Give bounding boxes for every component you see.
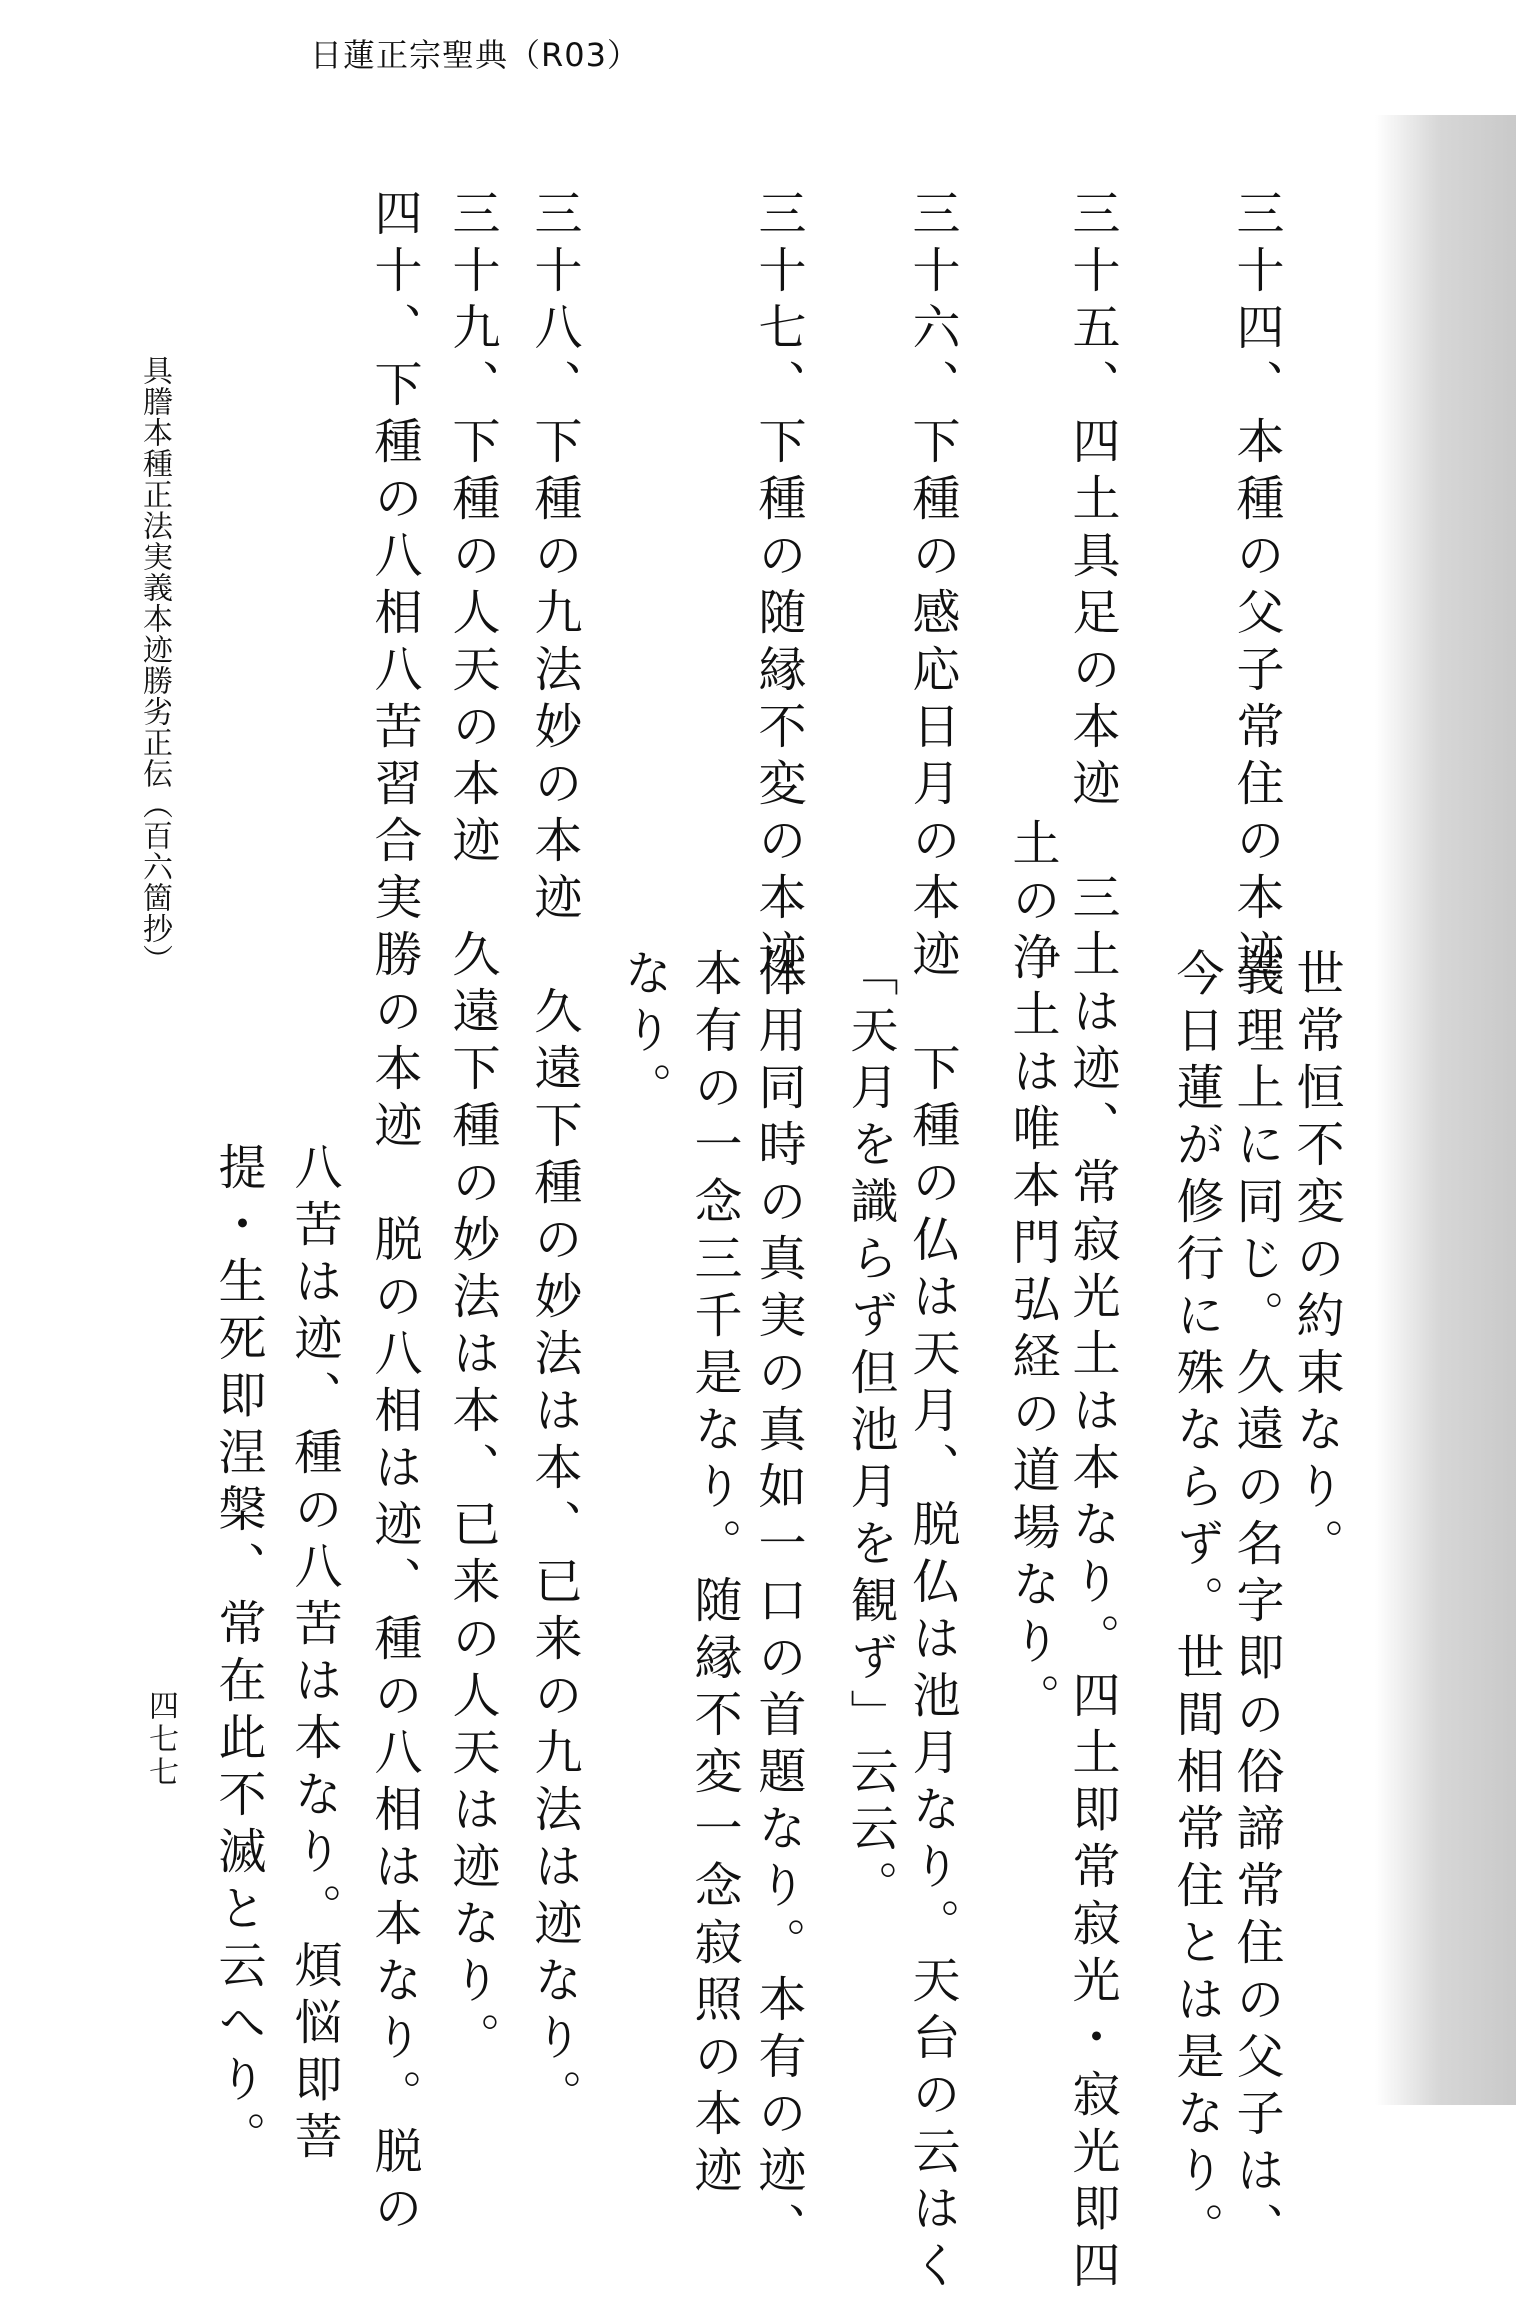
page-number: 四七七	[143, 1690, 178, 1789]
scan-edge-shading	[1375, 115, 1516, 2105]
text-line: 今日蓮が修行に殊ならず。世間相常住とは是なり。	[1168, 948, 1224, 2259]
text-line: 提・生死即涅槃、常在此不滅と云へり。	[210, 1142, 266, 2168]
heading-34: 三十四、本種の父子常住の本迹	[1228, 188, 1284, 986]
heading-38: 三十八、下種の九法妙の本迹 久遠下種の妙法は本、已来の九法は迹なり。	[526, 188, 582, 2126]
text-line: 世常恒不変の約束なり。	[1288, 948, 1344, 1575]
text-line: 「天月を識らず但池月を観ず」云云。	[842, 948, 898, 1917]
text-line: 本有の一念三千是なり。随縁不変一念寂照の本迹	[686, 948, 742, 2202]
heading-36: 三十六、下種の感応日月の本迹 下種の仏は天月、脱仏は池月なり。天台の云はく	[904, 188, 960, 2297]
book-title: 具謄本種正法実義本迹勝劣正伝（百六箇抄）	[137, 355, 172, 975]
heading-40: 四十、下種の八相八苦習合実勝の本迹 脱の八相は迹、種の八相は本なり。脱の	[366, 188, 422, 2240]
text-line: なり。	[616, 948, 672, 1119]
heading-37: 三十七、下種の随縁不変の本迹	[750, 188, 806, 986]
text-line: 土の浄土は唯本門弘経の道場なり。	[1004, 818, 1060, 1730]
text-line: 八苦は迹、種の八苦は本なり。煩悩即菩	[286, 1142, 342, 2168]
text-line: 義理上に同じ。久遠の名字即の俗諦常住の父子は、	[1228, 948, 1284, 2259]
heading-39: 三十九、下種の人天の本迹 久遠下種の妙法は本、已来の人天は迹なり。	[444, 188, 500, 2069]
text-line: 体用同時の真実の真如一口の首題なり。本有の迹、	[750, 948, 806, 2259]
header-title: 日蓮正宗聖典（R03）	[310, 36, 640, 74]
heading-35: 三十五、四土具足の本迹 三土は迹、常寂光土は本なり。四土即常寂光・寂光即四	[1064, 188, 1120, 2297]
